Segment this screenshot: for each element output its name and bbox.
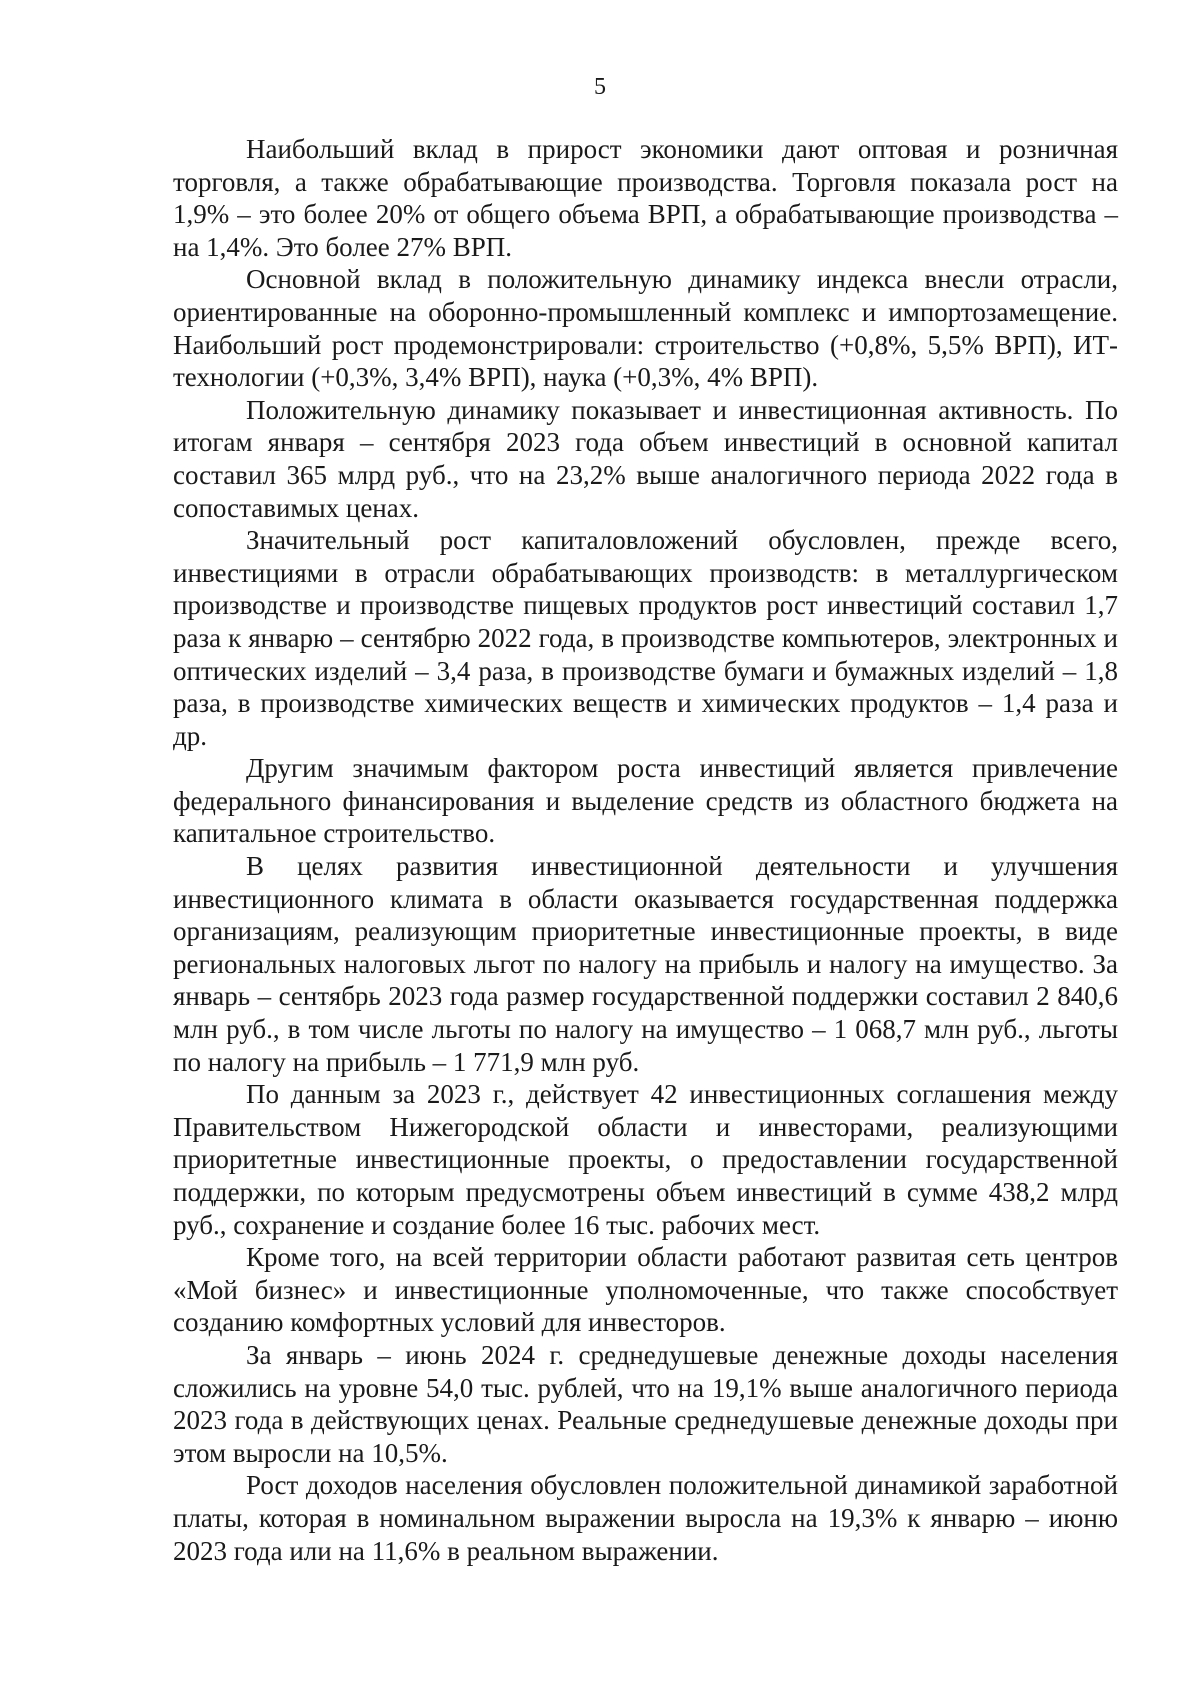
- paragraph-my-business-centers: Кроме того, на всей территории области работают развитая сеть центров «Мой бизнес» и инвестиционные уполномоченные, что также способствует созданию комфортных условий для инвесторов.: [173, 1242, 1118, 1338]
- paragraph-capital-investment-growth: Значительный рост капиталовложений обусловлен, прежде всего, инвестициями в отрасли обрабатывающих производств: в металлургическом производстве и производстве пищевых продуктов рост инвестиций составил 1,7 раза к январю – сентябрю 2022 года, в производстве компьютеров, электронных и оптических изделий – 3,4 раза, в производстве бумаги и бумажных изделий – 1,8 раза, в производстве химических веществ и химических продуктов – 1,4 раза и др.: [173, 525, 1118, 751]
- paragraph-state-support: В целях развития инвестиционной деятельности и улучшения инвестиционного климата в области оказывается государственная поддержка организациям, реализующим приоритетные инвестиционные проекты, в виде региональных налоговых льгот по налогу на прибыль и налогу на имущество. За январь – сентябрь 2023 года размер государственной поддержки составил 2 840,6 млн руб., в том числе льготы по налогу на имущество – 1 068,7 млн руб., льготы по налогу на прибыль – 1 771,9 млн руб.: [173, 851, 1118, 1077]
- paragraph-federal-financing: Другим значимым фактором роста инвестиций является привлечение федерального финансирования и выделение средств из областного бюджета на капитальное строительство.: [173, 753, 1118, 849]
- page-number: 5: [594, 74, 606, 100]
- paragraph-trade-manufacturing: Наибольший вклад в прирост экономики дают оптовая и розничная торговля, а также обрабатывающие производства. Торговля показала рост на 1,9% – это более 20% от общего объема ВРП, а обрабатывающие производства – на 1,4%. Это более 27% ВРП.: [173, 134, 1118, 262]
- paragraph-population-income: За январь – июнь 2024 г. среднедушевые денежные доходы населения сложились на уровне 54,0 тыс. рублей, что на 19,1% выше аналогичного периода 2023 года в действующих ценах. Реальные среднедушевые денежные доходы при этом выросли на 10,5%.: [173, 1339, 1118, 1468]
- paragraph-industry-contribution: Основной вклад в положительную динамику индекса внесли отрасли, ориентированные на оборонно-промышленный комплекс и импортозамещение. Наибольший рост продемонстрировали: строительство (+0,8%, 5,5% ВРП), ИТ-технологии (+0,3%, 3,4% ВРП), наука (+0,3%, 4% ВРП).: [173, 264, 1118, 393]
- document-body: [173, 133, 1118, 1567]
- paragraph-investment-agreements: По данным за 2023 г., действует 42 инвестиционных соглашения между Правительством Нижегородской области и инвесторами, реализующими приоритетные инвестиционные проекты, о предоставлении государственной поддержки, по которым предусмотрены объем инвестиций в сумме 438,2 млрд руб., сохранение и создание более 16 тыс. рабочих мест.: [173, 1079, 1118, 1240]
- paragraph-investment-activity: Положительную динамику показывает и инвестиционная активность. По итогам января – сентября 2023 года объем инвестиций в основной капитал составил 365 млрд руб., что на 23,2% выше аналогичного периода 2022 года в сопоставимых ценах.: [173, 394, 1118, 523]
- paragraph-wage-growth: Рост доходов населения обусловлен положительной динамикой заработной платы, которая в номинальном выражении выросла на 19,3% к январю – июню 2023 года или на 11,6% в реальном выражении.: [173, 1470, 1118, 1566]
